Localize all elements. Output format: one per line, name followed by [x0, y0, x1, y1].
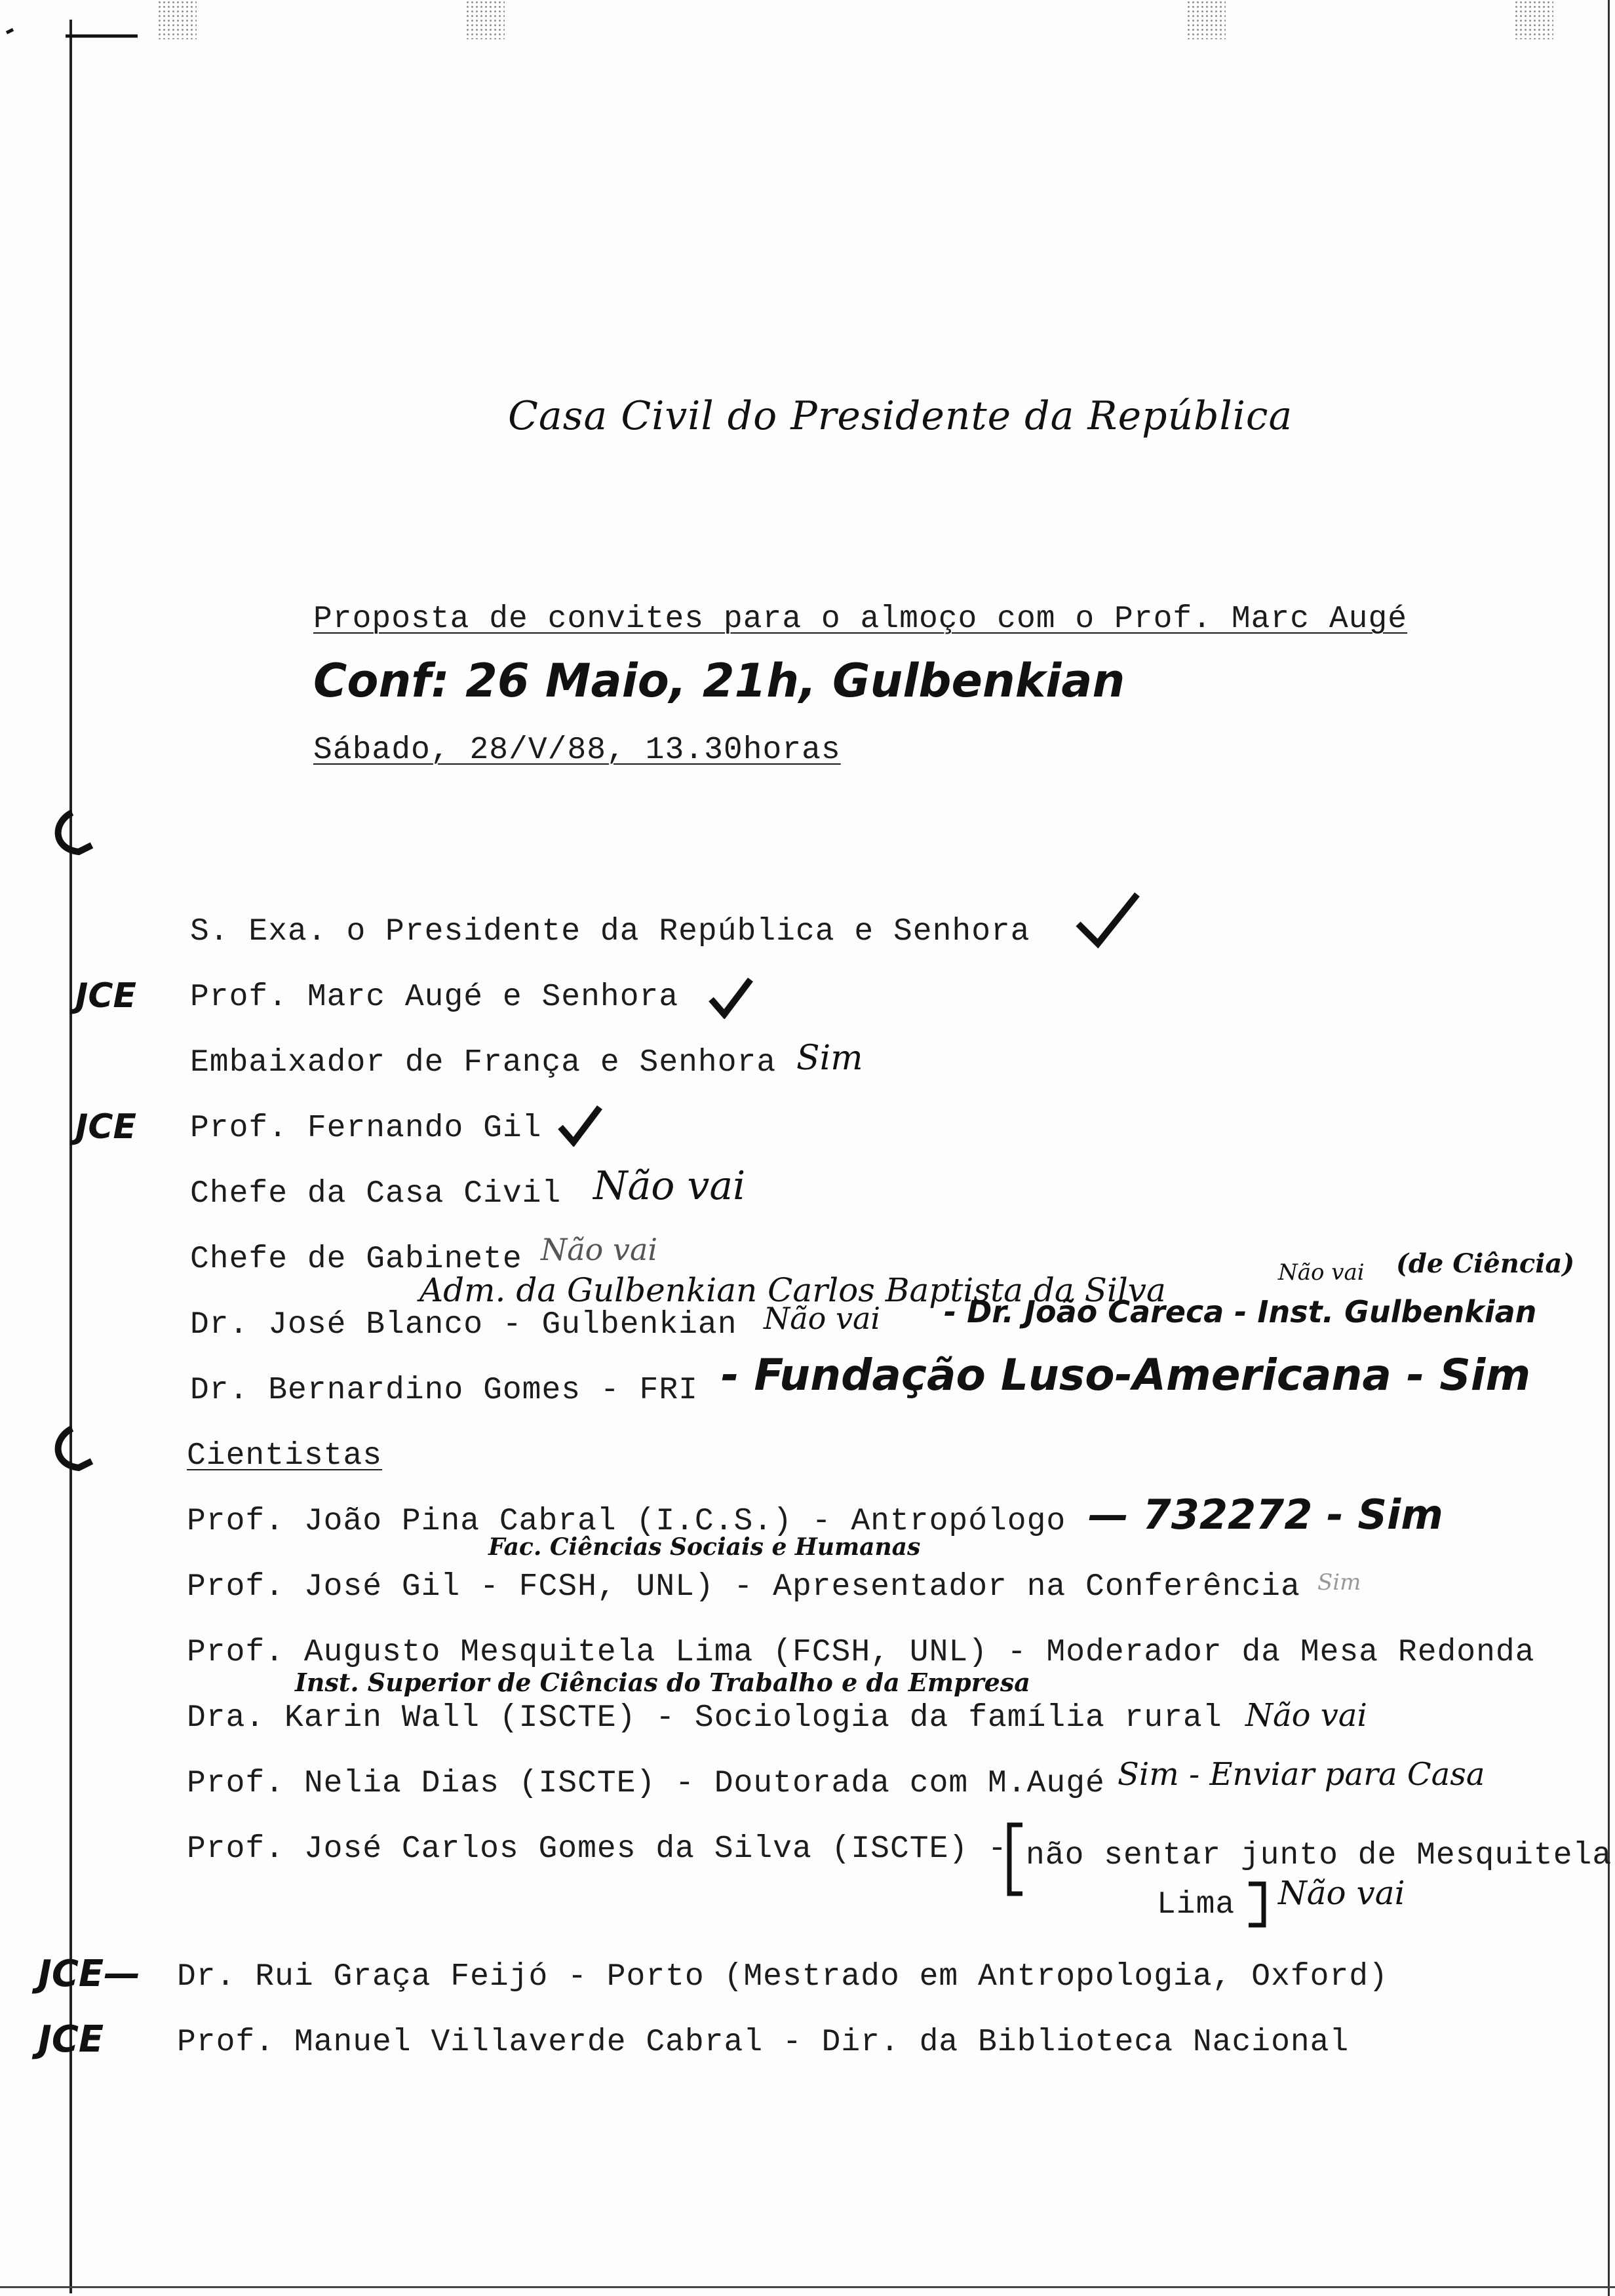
- check-mark-icon: [557, 1104, 603, 1147]
- corner-mark: [0, 13, 144, 66]
- handwritten-note: Sim: [796, 1039, 863, 1078]
- handwritten-conference-note: Conf: 26 Maio, 21h, Gulbenkian: [313, 654, 1125, 708]
- handwritten-note-above: Adm. da Gulbenkian Carlos Baptista da Silva: [419, 1271, 1166, 1309]
- check-mark-icon: [1075, 891, 1140, 950]
- scan-speckle: [1514, 0, 1553, 39]
- guest-line: Chefe de Gabinete: [190, 1242, 522, 1277]
- page-edge-right: [1608, 0, 1610, 2296]
- handwritten-note-above: Não vai: [1278, 1259, 1365, 1286]
- margin-bracket-mark: [46, 809, 98, 862]
- guest-line: Dr. Bernardino Gomes - FRI: [190, 1373, 698, 1408]
- margin-initials: JCE—: [38, 1953, 141, 1995]
- handwritten-note-above: Inst. Superior de Ciências do Trabalho e da Empresa: [295, 1668, 1030, 1697]
- margin-initials: JCE: [75, 1107, 137, 1147]
- handwritten-note-above: (de Ciência): [1396, 1248, 1575, 1279]
- check-mark-icon: [708, 976, 754, 1019]
- guest-line: S. Exa. o Presidente da República e Senhora: [190, 914, 1030, 949]
- handwritten-note: Não vai: [593, 1163, 746, 1209]
- margin-initials: JCE: [38, 2018, 104, 2061]
- scan-speckle: [465, 0, 505, 39]
- handwritten-note: Sim - Enviar para Casa: [1118, 1756, 1485, 1793]
- scientist-line: Prof. Nelia Dias (ISCTE) - Doutorada com M.Augé: [187, 1766, 1105, 1801]
- scientist-line: Dr. Rui Graça Feijó - Porto (Mestrado em Antropologia, Oxford): [177, 1959, 1388, 1995]
- guest-line: Prof. Fernando Gil: [190, 1111, 542, 1146]
- handwritten-note: Não vai: [541, 1232, 658, 1267]
- handwritten-note: Não vai: [764, 1301, 881, 1336]
- scientist-line: Prof. Augusto Mesquitela Lima (FCSH, UNL) - Moderador da Mesa Redonda: [187, 1635, 1535, 1670]
- margin-initials: JCE: [75, 976, 137, 1016]
- handwritten-note: — 732272 - Sim: [1088, 1491, 1443, 1539]
- page-edge-bottom: [0, 2286, 1615, 2288]
- handwritten-note: Não vai: [1278, 1874, 1405, 1912]
- handwritten-note: - Fundação Luso-Americana - Sim: [721, 1350, 1531, 1400]
- guest-line: Chefe da Casa Civil: [190, 1176, 562, 1212]
- guest-line: Dr. José Blanco - Gulbenkian: [190, 1307, 737, 1343]
- handwritten-note: Lima: [1157, 1887, 1236, 1923]
- scientist-line: Prof. João Pina Cabral (I.C.S.) - Antropólogo: [187, 1504, 1066, 1539]
- scientist-line: Prof. José Carlos Gomes da Silva (ISCTE) -: [187, 1831, 1007, 1867]
- handwritten-note: Sim: [1317, 1569, 1361, 1596]
- scientist-line: Prof. Manuel Villaverde Cabral - Dir. da Biblioteca Nacional: [177, 2025, 1350, 2060]
- handwritten-note: Não vai: [1245, 1697, 1367, 1734]
- scan-speckle: [1186, 0, 1226, 39]
- scientist-line: Dra. Karin Wall (ISCTE) - Sociologia da família rural: [187, 1700, 1222, 1736]
- document-title: Proposta de convites para o almoço com o Prof. Marc Augé: [313, 602, 1408, 637]
- handwritten-note: - Dr. João Careca - Inst. Gulbenkian: [944, 1294, 1537, 1330]
- scan-speckle: [157, 0, 197, 39]
- bracket-mark: [1245, 1881, 1269, 1930]
- margin-bracket-mark: [46, 1425, 98, 1478]
- handwritten-note-above: Fac. Ciências Sociais e Humanas: [488, 1533, 921, 1561]
- document-date: Sábado, 28/V/88, 13.30horas: [313, 733, 841, 768]
- handwritten-note: não sentar junto de Mesquitela: [1026, 1838, 1612, 1873]
- institution-header: Casa Civil do Presidente da República: [508, 393, 1293, 439]
- bracket-mark: [1003, 1822, 1029, 1900]
- guest-line: Prof. Marc Augé e Senhora: [190, 980, 679, 1015]
- scientist-line: Prof. José Gil - FCSH, UNL) - Apresentador na Conferência: [187, 1569, 1300, 1605]
- guest-line: Embaixador de França e Senhora: [190, 1045, 777, 1081]
- section-heading: Cientistas: [187, 1438, 383, 1474]
